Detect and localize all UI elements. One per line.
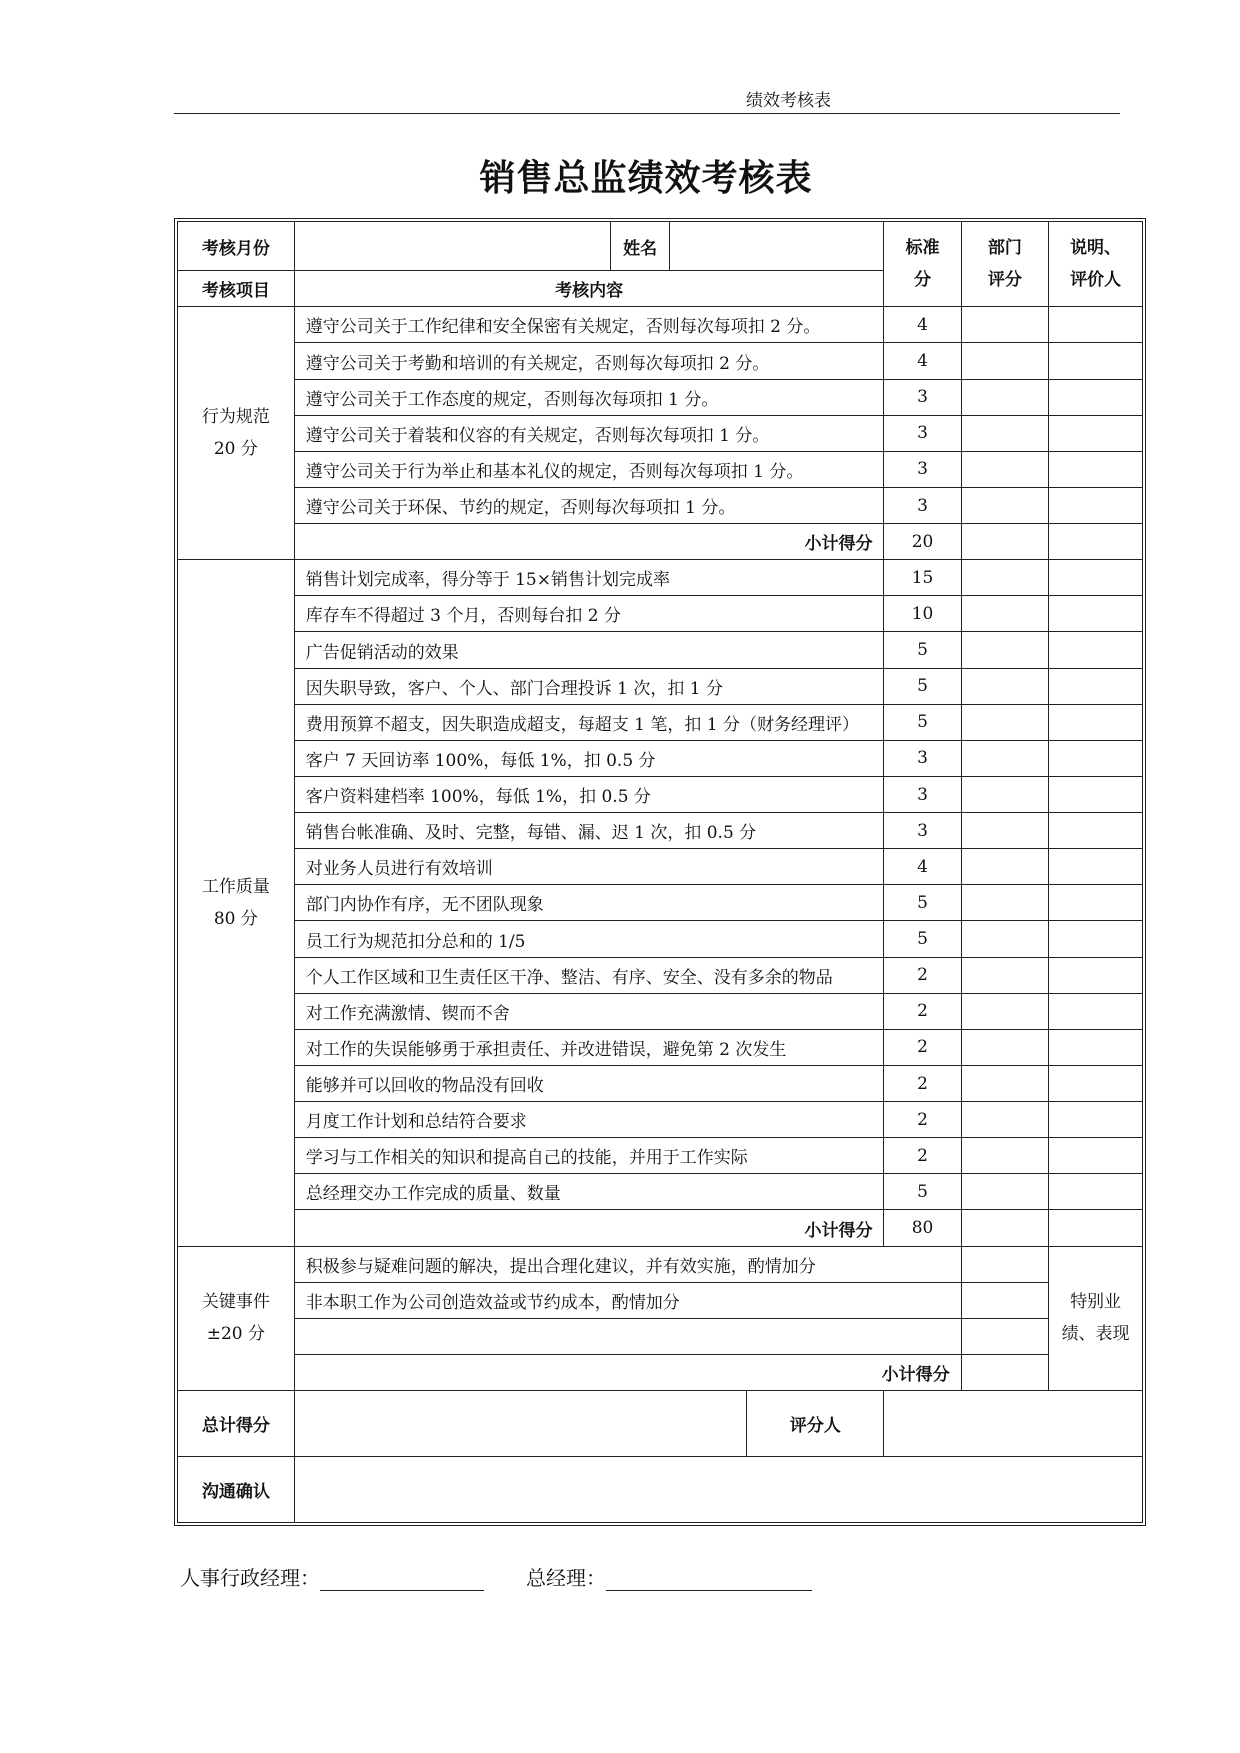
standard-score: 3	[884, 415, 961, 451]
standard-score: 3	[884, 740, 961, 776]
notes-cell[interactable]	[1049, 560, 1143, 596]
standard-score: 2	[884, 1138, 961, 1174]
quality-row	[178, 668, 1143, 704]
confirm-field[interactable]	[294, 1457, 1142, 1523]
criterion-text: 能够并可以回收的物品没有回收	[294, 1065, 884, 1101]
key-events-row	[178, 1318, 1143, 1354]
criterion-text: 遵守公司关于工作纪律和安全保密有关规定，否则每次每项扣 2 分。	[294, 307, 884, 343]
criterion-text: 遵守公司关于考勤和培训的有关规定，否则每次每项扣 2 分。	[294, 343, 884, 379]
header-row-1	[178, 222, 1143, 271]
notes-cell[interactable]	[1049, 668, 1143, 704]
standard-score: 3	[884, 487, 961, 523]
criterion-text: 部门内协作有序，无不团队现象	[294, 885, 884, 921]
event-text[interactable]	[294, 1318, 961, 1354]
conduct-subtotal-row	[178, 524, 1143, 560]
conduct-row	[178, 343, 1143, 379]
dept-score-cell[interactable]	[961, 524, 1049, 560]
notes-cell[interactable]	[1049, 776, 1143, 812]
special-performance-note: 特别业 绩、表现	[1049, 1246, 1143, 1391]
quality-row	[178, 632, 1143, 668]
standard-score: 5	[884, 668, 961, 704]
dept-score-cell[interactable]	[961, 632, 1049, 668]
dept-score-cell[interactable]	[961, 1318, 1049, 1354]
standard-score-header: 标准 分	[884, 222, 961, 307]
standard-score: 5	[884, 632, 961, 668]
total-label: 总计得分	[178, 1391, 295, 1457]
total-score-field[interactable]	[294, 1391, 746, 1457]
subtotal-score: 20	[884, 524, 961, 560]
dept-score-header: 部门 评分	[961, 222, 1049, 307]
evaluation-form	[174, 218, 1146, 1526]
hr-manager-signature	[180, 1562, 484, 1591]
notes-cell[interactable]	[1049, 1138, 1143, 1174]
conduct-row	[178, 379, 1143, 415]
notes-cell[interactable]	[1049, 415, 1143, 451]
notes-cell[interactable]	[1049, 524, 1143, 560]
dept-score-cell[interactable]	[961, 1174, 1049, 1210]
standard-score: 2	[884, 1029, 961, 1065]
category-conduct: 行为规范 20 分	[178, 307, 295, 560]
standard-score: 2	[884, 993, 961, 1029]
conduct-row	[178, 451, 1143, 487]
key-events-row	[178, 1246, 1143, 1282]
dept-score-cell[interactable]	[961, 1138, 1049, 1174]
conduct-row	[178, 415, 1143, 451]
hr-manager-label: 人事行政经理：	[180, 1566, 320, 1590]
subtotal-label: 小计得分	[294, 524, 884, 560]
notes-cell[interactable]	[1049, 1174, 1143, 1210]
dept-score-cell[interactable]	[961, 596, 1049, 632]
notes-cell[interactable]	[1049, 849, 1143, 885]
dept-score-cell[interactable]	[961, 776, 1049, 812]
evaluation-table	[177, 221, 1143, 1523]
notes-cell[interactable]	[1049, 1029, 1143, 1065]
notes-cell[interactable]	[1049, 993, 1143, 1029]
quality-subtotal-row	[178, 1210, 1143, 1246]
notes-cell[interactable]	[1049, 885, 1143, 921]
quality-row	[178, 957, 1143, 993]
dept-score-cell[interactable]	[961, 957, 1049, 993]
month-field[interactable]	[294, 222, 611, 271]
standard-score: 5	[884, 1174, 961, 1210]
dept-score-cell[interactable]	[961, 487, 1049, 523]
standard-score: 5	[884, 704, 961, 740]
page-header: 绩效考核表	[746, 91, 831, 111]
quality-row	[178, 776, 1143, 812]
quality-row	[178, 1174, 1143, 1210]
quality-row	[178, 1029, 1143, 1065]
dept-score-cell[interactable]	[961, 921, 1049, 957]
standard-score: 4	[884, 343, 961, 379]
notes-cell[interactable]	[1049, 307, 1143, 343]
quality-row	[178, 560, 1143, 596]
quality-row	[178, 1138, 1143, 1174]
criterion-text: 员工行为规范扣分总和的 1/5	[294, 921, 884, 957]
category-quality: 工作质量 80 分	[178, 560, 295, 1246]
dept-score-cell[interactable]	[961, 1210, 1049, 1246]
subtotal-label: 小计得分	[294, 1354, 961, 1390]
criterion-text: 对工作的失误能够勇于承担责任、并改进错误，避免第 2 次发生	[294, 1029, 884, 1065]
dept-score-cell[interactable]	[961, 415, 1049, 451]
notes-cell[interactable]	[1049, 343, 1143, 379]
quality-row	[178, 885, 1143, 921]
criterion-text: 因失职导致，客户、个人、部门合理投诉 1 次，扣 1 分	[294, 668, 884, 704]
notes-cell[interactable]	[1049, 596, 1143, 632]
notes-header: 说明、 评价人	[1049, 222, 1143, 307]
rater-label: 评分人	[746, 1391, 884, 1457]
confirm-row	[178, 1457, 1143, 1523]
criterion-text: 费用预算不超支，因失职造成超支，每超支 1 笔，扣 1 分（财务经理评）	[294, 704, 884, 740]
notes-cell[interactable]	[1049, 1065, 1143, 1101]
rater-field[interactable]	[884, 1391, 1143, 1457]
dept-score-cell[interactable]	[961, 1102, 1049, 1138]
quality-row	[178, 704, 1143, 740]
criterion-text: 总经理交办工作完成的质量、数量	[294, 1174, 884, 1210]
dept-score-cell[interactable]	[961, 1029, 1049, 1065]
criterion-text: 广告促销活动的效果	[294, 632, 884, 668]
dept-score-cell[interactable]	[961, 343, 1049, 379]
quality-row	[178, 1102, 1143, 1138]
standard-score: 3	[884, 451, 961, 487]
event-text: 非本职工作为公司创造效益或节约成本，酌情加分	[294, 1282, 961, 1318]
quality-row	[178, 813, 1143, 849]
notes-cell[interactable]	[1049, 451, 1143, 487]
dept-score-cell[interactable]	[961, 668, 1049, 704]
item-label: 考核项目	[178, 271, 295, 307]
criterion-text: 对业务人员进行有效培训	[294, 849, 884, 885]
key-events-subtotal-row	[178, 1354, 1143, 1390]
standard-score: 15	[884, 560, 961, 596]
confirm-label: 沟通确认	[178, 1457, 295, 1523]
criterion-text: 个人工作区域和卫生责任区干净、整洁、有序、安全、没有多余的物品	[294, 957, 884, 993]
dept-score-cell[interactable]	[961, 813, 1049, 849]
gm-label: 总经理：	[526, 1566, 606, 1590]
criterion-text: 销售计划完成率，得分等于 15×销售计划完成率	[294, 560, 884, 596]
gm-sign-line[interactable]	[606, 1570, 812, 1591]
criterion-text: 对工作充满激情、锲而不舍	[294, 993, 884, 1029]
conduct-row	[178, 307, 1143, 343]
month-label: 考核月份	[178, 222, 295, 271]
notes-cell[interactable]	[1049, 1102, 1143, 1138]
notes-cell[interactable]	[1049, 957, 1143, 993]
dept-score-cell[interactable]	[961, 740, 1049, 776]
quality-row	[178, 849, 1143, 885]
quality-row	[178, 740, 1143, 776]
subtotal-label: 小计得分	[294, 1210, 884, 1246]
notes-cell[interactable]	[1049, 487, 1143, 523]
subtotal-score: 80	[884, 1210, 961, 1246]
standard-score: 4	[884, 849, 961, 885]
standard-score: 3	[884, 776, 961, 812]
standard-score: 2	[884, 1102, 961, 1138]
gm-signature	[526, 1562, 812, 1591]
criterion-text: 遵守公司关于环保、节约的规定，否则每次每项扣 1 分。	[294, 487, 884, 523]
content-label: 考核内容	[294, 271, 884, 307]
dept-score-cell[interactable]	[961, 849, 1049, 885]
key-events-row	[178, 1282, 1143, 1318]
notes-cell[interactable]	[1049, 921, 1143, 957]
standard-score: 5	[884, 921, 961, 957]
criterion-text: 销售台帐准确、及时、完整，每错、漏、迟 1 次，扣 0.5 分	[294, 813, 884, 849]
dept-score-cell[interactable]	[961, 451, 1049, 487]
notes-cell[interactable]	[1049, 740, 1143, 776]
dept-score-cell[interactable]	[961, 704, 1049, 740]
category-key_events: 关键事件 ±20 分	[178, 1246, 295, 1391]
criterion-text: 遵守公司关于工作态度的规定，否则每次每项扣 1 分。	[294, 379, 884, 415]
name-label: 姓名	[611, 222, 669, 271]
standard-score: 4	[884, 307, 961, 343]
dept-score-cell[interactable]	[961, 1282, 1049, 1318]
criterion-text: 学习与工作相关的知识和提高自己的技能，并用于工作实际	[294, 1138, 884, 1174]
standard-score: 2	[884, 957, 961, 993]
criterion-text: 库存车不得超过 3 个月，否则每台扣 2 分	[294, 596, 884, 632]
standard-score: 10	[884, 596, 961, 632]
dept-score-cell[interactable]	[961, 993, 1049, 1029]
dept-score-cell[interactable]	[961, 379, 1049, 415]
quality-row	[178, 596, 1143, 632]
standard-score: 5	[884, 885, 961, 921]
dept-score-cell[interactable]	[961, 560, 1049, 596]
notes-cell[interactable]	[1049, 813, 1143, 849]
criterion-text: 遵守公司关于着装和仪容的有关规定，否则每次每项扣 1 分。	[294, 415, 884, 451]
standard-score: 2	[884, 1065, 961, 1101]
standard-score: 3	[884, 813, 961, 849]
hr-manager-sign-line[interactable]	[320, 1570, 484, 1591]
criterion-text: 客户资料建档率 100%，每低 1%，扣 0.5 分	[294, 776, 884, 812]
quality-row	[178, 1065, 1143, 1101]
notes-cell[interactable]	[1049, 632, 1143, 668]
dept-score-cell[interactable]	[961, 307, 1049, 343]
conduct-row	[178, 487, 1143, 523]
criterion-text: 客户 7 天回访率 100%，每低 1%，扣 0.5 分	[294, 740, 884, 776]
dept-score-cell[interactable]	[961, 1065, 1049, 1101]
notes-cell[interactable]	[1049, 1210, 1143, 1246]
notes-cell[interactable]	[1049, 704, 1143, 740]
page-title: 销售总监绩效考核表	[479, 158, 813, 199]
quality-row	[178, 921, 1143, 957]
notes-cell[interactable]	[1049, 379, 1143, 415]
dept-score-cell[interactable]	[961, 1354, 1049, 1390]
criterion-text: 遵守公司关于行为举止和基本礼仪的规定，否则每次每项扣 1 分。	[294, 451, 884, 487]
standard-score: 3	[884, 379, 961, 415]
criterion-text: 月度工作计划和总结符合要求	[294, 1102, 884, 1138]
dept-score-cell[interactable]	[961, 885, 1049, 921]
event-text: 积极参与疑难问题的解决，提出合理化建议，并有效实施，酌情加分	[294, 1246, 961, 1282]
name-field[interactable]	[669, 222, 884, 271]
dept-score-cell[interactable]	[961, 1246, 1049, 1282]
quality-row	[178, 993, 1143, 1029]
header-divider	[174, 113, 1120, 114]
total-row	[178, 1391, 1143, 1457]
